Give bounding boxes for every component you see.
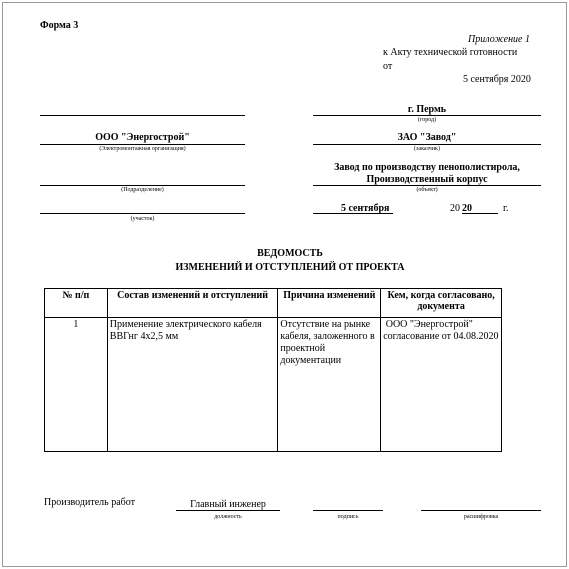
- object-caption: (объект): [416, 187, 438, 193]
- position-value: Главный инженер: [190, 499, 266, 510]
- header-approval: Кем, когда согласовано, документа: [381, 289, 502, 318]
- object-line: [313, 185, 541, 186]
- section-caption: (участок): [130, 216, 155, 222]
- date-day-line: [313, 213, 393, 214]
- division-caption: (Подразделение): [121, 187, 164, 193]
- customer-line: [313, 144, 541, 145]
- division-line: [40, 185, 245, 186]
- appendix-line2: от: [383, 61, 393, 72]
- object-line1: Завод по производству пенополистирола,: [334, 162, 520, 173]
- electrical-org-caption: (Электромонтажная организация): [99, 146, 186, 152]
- year-suffix: г.: [503, 203, 509, 214]
- cell-reason: Отсутствие на рынке кабеля, заложенного в проектной документации: [278, 318, 381, 452]
- electrical-org-line: [40, 144, 245, 145]
- signature-line: [313, 510, 383, 511]
- table-row: [45, 318, 502, 452]
- position-caption: должность: [214, 514, 242, 520]
- city-caption: (город): [417, 117, 437, 123]
- appendix-line1: к Акту технической готовности: [383, 47, 518, 58]
- appendix-title: Приложение 1: [468, 34, 530, 45]
- changes-table: [44, 288, 502, 452]
- table-header-row: [45, 289, 502, 318]
- form-label: Форма 3: [40, 20, 79, 31]
- footer-label: Производитель работ: [44, 497, 135, 508]
- cell-approval: ООО "Энергострой" согласование от 04.08.2020: [381, 318, 502, 452]
- header-number: № п/п: [45, 289, 108, 318]
- cell-changes: Применение электрического кабеля ВВГнг 4х2,5 мм: [107, 318, 278, 452]
- year-line: [462, 213, 498, 214]
- header-reason: Причина изменений: [278, 289, 381, 318]
- year-value: 20: [462, 203, 472, 214]
- doc-title-line2: ИЗМЕНЕНИЙ И ОТСТУПЛЕНИЙ ОТ ПРОЕКТА: [175, 262, 405, 273]
- decoding-line: [421, 510, 541, 511]
- page-frame: [2, 2, 567, 567]
- decoding-caption: расшифровка: [463, 514, 499, 520]
- city: г. Пермь: [407, 104, 447, 115]
- cell-number: 1: [45, 318, 108, 452]
- left-top-line: [40, 115, 245, 116]
- customer-caption: (заказчик): [414, 146, 440, 152]
- position-line: [176, 510, 280, 511]
- signature-caption: подпись: [337, 514, 359, 520]
- header-changes: Состав изменений и отступлений: [107, 289, 278, 318]
- doc-title-line1: ВЕДОМОСТЬ: [257, 248, 323, 259]
- city-line: [313, 115, 541, 116]
- year-prefix: 20: [450, 203, 460, 214]
- section-line: [40, 213, 245, 214]
- date-day: 5 сентября: [341, 203, 390, 214]
- object-line2: Производственный корпус: [366, 174, 488, 185]
- appendix-date: 5 сентября 2020: [463, 74, 531, 85]
- customer: ЗАО "Завод": [397, 132, 457, 143]
- electrical-org: ООО "Энергострой": [95, 132, 190, 143]
